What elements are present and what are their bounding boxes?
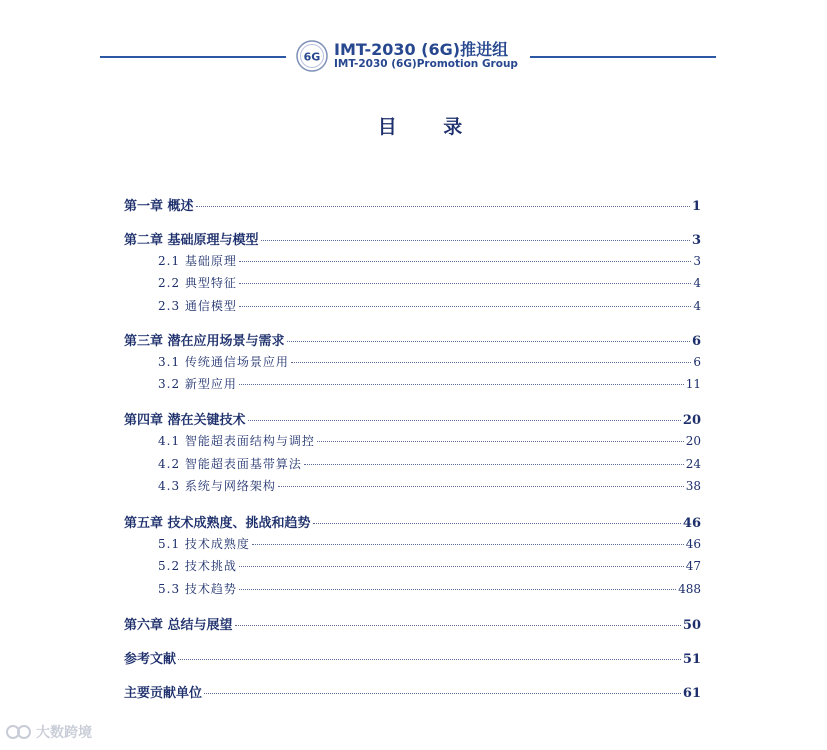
toc-entry-page: 11 <box>685 377 701 391</box>
toc-entry-chapter-5[interactable] <box>124 512 701 531</box>
toc-entry-page: 3 <box>693 254 701 268</box>
toc-entry-page: 50 <box>682 618 701 633</box>
toc-entry-label: 3.1 传统通信场景应用 <box>158 355 289 369</box>
toc-entry-contributors[interactable] <box>124 682 701 701</box>
toc-entry-page: 51 <box>682 652 701 667</box>
toc-entry-section-2-3[interactable] <box>158 297 701 314</box>
toc-entry-section-4-3[interactable] <box>158 477 701 494</box>
dot-leader <box>278 486 684 487</box>
toc-entry-page: 47 <box>685 559 701 573</box>
dot-leader <box>248 420 681 421</box>
toc-entry-page: 6 <box>693 355 701 369</box>
toc-entry-label: 第一章 概述 <box>124 199 194 214</box>
dot-leader <box>204 693 681 694</box>
header-rule-right <box>530 56 716 58</box>
toc-entry-label: 2.2 典型特征 <box>158 276 237 290</box>
header-rule-left <box>100 56 286 58</box>
toc-entry-chapter-1[interactable] <box>124 195 701 214</box>
dot-leader <box>287 341 690 342</box>
toc-entry-label: 4.2 智能超表面基带算法 <box>158 457 302 471</box>
toc-entry-section-5-2[interactable] <box>158 557 701 574</box>
toc-entry-section-3-1[interactable] <box>158 353 701 370</box>
toc-entry-section-4-2[interactable] <box>158 455 701 472</box>
dot-leader <box>313 523 681 524</box>
toc-entry-label: 第二章 基础原理与模型 <box>124 233 259 248</box>
toc-entry-label: 4.3 系统与网络架构 <box>158 479 276 493</box>
toc-entry-label: 第三章 潜在应用场景与需求 <box>124 334 285 349</box>
dot-leader <box>304 464 684 465</box>
toc-entry-label: 5.3 技术趋势 <box>158 582 237 596</box>
toc-entry-label: 3.2 新型应用 <box>158 377 237 391</box>
toc-entry-page: 61 <box>682 686 701 701</box>
toc-entry-label: 主要贡献单位 <box>124 686 203 701</box>
org-name-cn: IMT-2030 (6G)推进组 <box>334 40 509 59</box>
toc-entry-page: 488 <box>678 582 701 596</box>
dot-leader <box>239 384 684 385</box>
watermark-logo-icon <box>6 723 32 741</box>
toc-entry-page: 20 <box>685 434 701 448</box>
toc-entry-section-4-1[interactable] <box>158 432 701 449</box>
toc-entry-references[interactable] <box>124 648 701 667</box>
imt2030-logo-icon <box>296 40 328 72</box>
toc-entry-label: 参考文献 <box>124 652 177 667</box>
dot-leader <box>196 206 690 207</box>
toc-entry-page: 4 <box>693 299 701 313</box>
dot-leader <box>239 283 691 284</box>
dot-leader <box>235 625 681 626</box>
toc-entry-section-2-2[interactable] <box>158 274 701 291</box>
toc-entry-label: 5.2 技术挑战 <box>158 559 237 573</box>
dot-leader <box>178 659 681 660</box>
dot-leader <box>252 544 684 545</box>
dot-leader <box>261 240 690 241</box>
org-name-en: IMT-2030 (6G)Promotion Group <box>334 58 518 70</box>
toc-entry-label: 第四章 潜在关键技术 <box>124 413 246 428</box>
dot-leader <box>239 261 691 262</box>
logo-mark-text: 6G <box>303 50 321 64</box>
toc-entry-page: 38 <box>685 479 701 493</box>
watermark <box>6 722 92 742</box>
toc-entry-label: 2.1 基础原理 <box>158 254 237 268</box>
dot-leader <box>317 441 684 442</box>
toc-entry-chapter-4[interactable] <box>124 409 701 428</box>
toc-entry-page: 3 <box>691 233 701 248</box>
toc-entry-chapter-6[interactable] <box>124 614 701 633</box>
toc-entry-label: 第六章 总结与展望 <box>124 618 233 633</box>
toc-entry-section-5-3[interactable] <box>158 580 701 597</box>
dot-leader <box>239 306 691 307</box>
toc-entry-label: 4.1 智能超表面结构与调控 <box>158 434 315 448</box>
toc-entry-chapter-3[interactable] <box>124 330 701 349</box>
watermark-text: 大数跨境 <box>36 725 92 741</box>
toc-entry-chapter-2[interactable] <box>124 229 701 248</box>
dot-leader <box>239 589 676 590</box>
dot-leader <box>239 566 684 567</box>
toc-entry-page: 4 <box>693 276 701 290</box>
toc-title: 目 录 <box>377 116 483 138</box>
toc-entry-label: 2.3 通信模型 <box>158 299 237 313</box>
dot-leader <box>291 362 691 363</box>
toc-entry-page: 20 <box>682 413 701 428</box>
toc-entry-label: 第五章 技术成熟度、挑战和趋势 <box>124 516 311 531</box>
toc-entry-section-2-1[interactable] <box>158 252 701 269</box>
toc-entry-section-5-1[interactable] <box>158 535 701 552</box>
toc-entry-page: 6 <box>691 334 701 349</box>
toc-entry-page: 24 <box>685 457 701 471</box>
toc-entry-page: 46 <box>685 537 701 551</box>
toc-entry-page: 46 <box>682 516 701 531</box>
toc-entry-section-3-2[interactable] <box>158 375 701 392</box>
toc-entry-label: 5.1 技术成熟度 <box>158 537 250 551</box>
toc-entry-page: 1 <box>691 199 701 214</box>
